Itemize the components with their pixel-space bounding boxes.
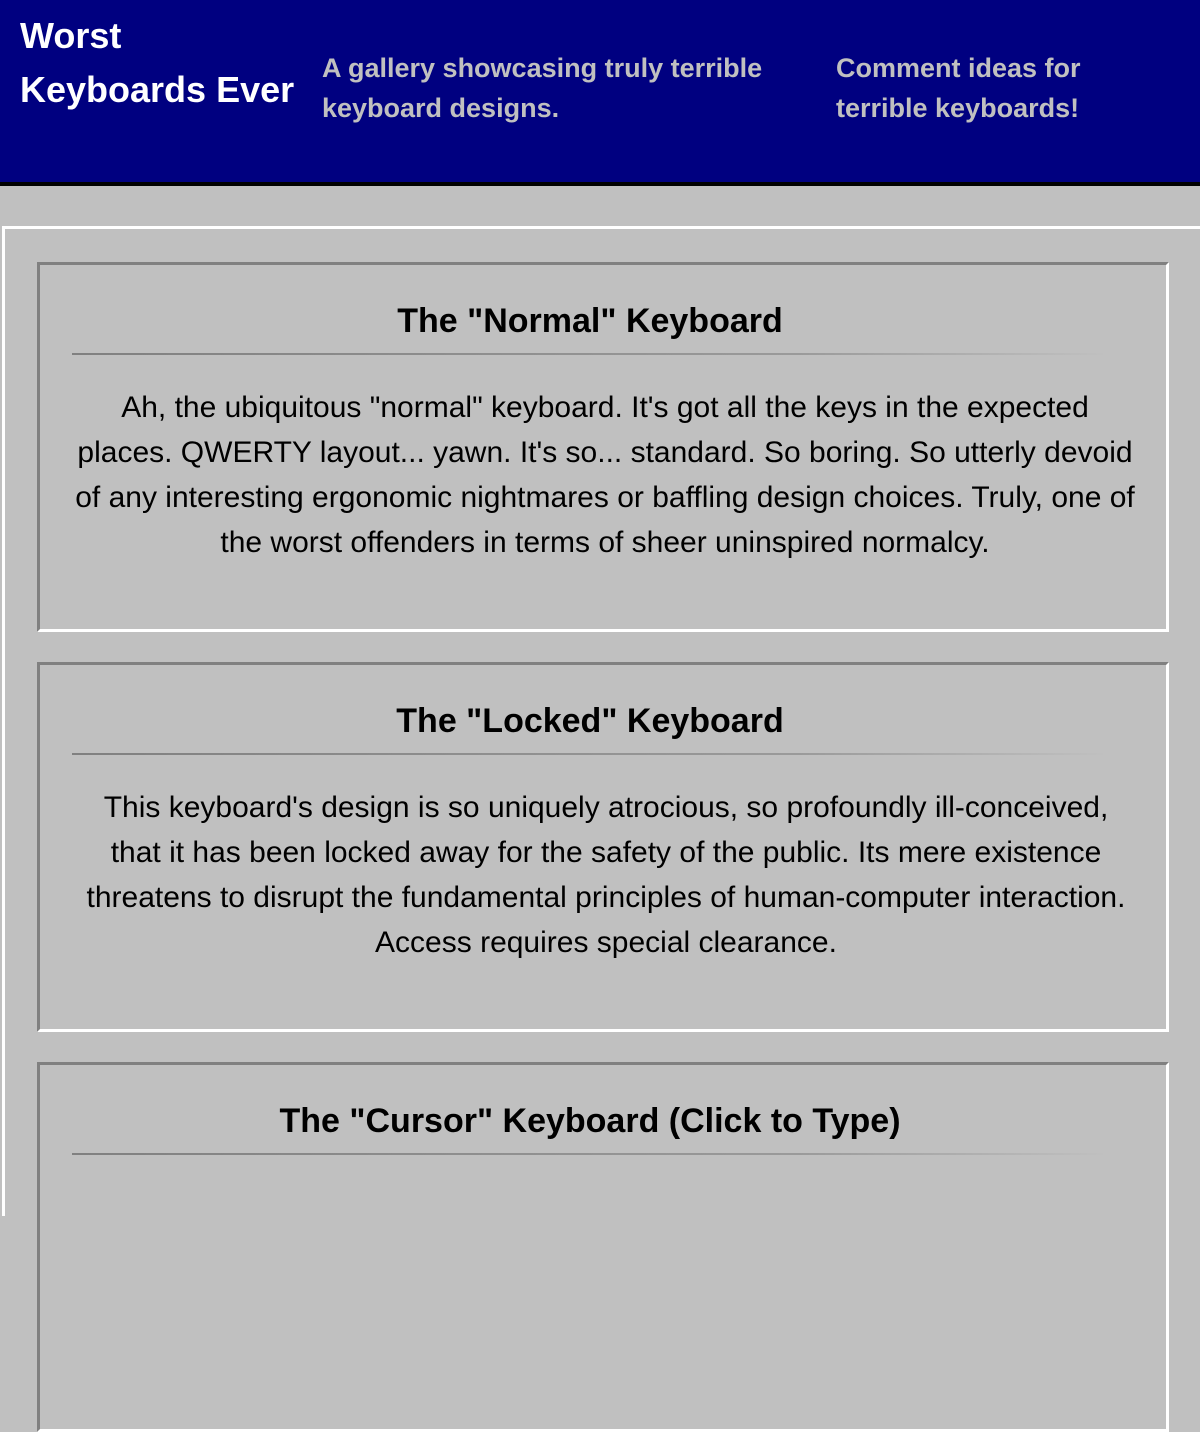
keyboard-card-normal bbox=[37, 262, 1169, 632]
site-header bbox=[0, 0, 1200, 186]
card-title: The "Locked" Keyboard bbox=[396, 702, 784, 740]
gallery-link[interactable]: A gallery showcasing truly terrible keyboard designs. bbox=[322, 53, 763, 123]
card-divider bbox=[72, 753, 1108, 755]
card-description: Ah, the ubiquitous "normal" keyboard. It's got all the keys in the expected places. QWERTY layout... yawn. It's so... standard. So boring. So utterly devoid of any interesting ergonomic nightmares or baffling design choices. Truly, one of the worst offenders in terms of sheer uninspired normalcy. bbox=[75, 391, 1135, 559]
card-divider bbox=[72, 353, 1108, 355]
card-title: The "Cursor" Keyboard (Click to Type) bbox=[279, 1102, 901, 1140]
comments-link[interactable]: Comment ideas for terrible keyboards! bbox=[836, 53, 1081, 123]
keyboard-card-locked bbox=[37, 662, 1169, 1032]
card-divider bbox=[72, 1153, 1108, 1155]
card-title: The "Normal" Keyboard bbox=[397, 302, 783, 340]
card-description: This keyboard's design is so uniquely atrocious, so profoundly ill-conceived, that it has been locked away for the safety of the public. Its mere existence threatens to disrupt the fundamental principles of human-computer interaction. Access requires special clearance. bbox=[86, 791, 1126, 959]
keyboard-card-cursor[interactable] bbox=[37, 1062, 1169, 1432]
site-title: Worst Keyboards Ever bbox=[20, 15, 295, 110]
keyboard-gallery bbox=[2, 226, 1200, 1216]
